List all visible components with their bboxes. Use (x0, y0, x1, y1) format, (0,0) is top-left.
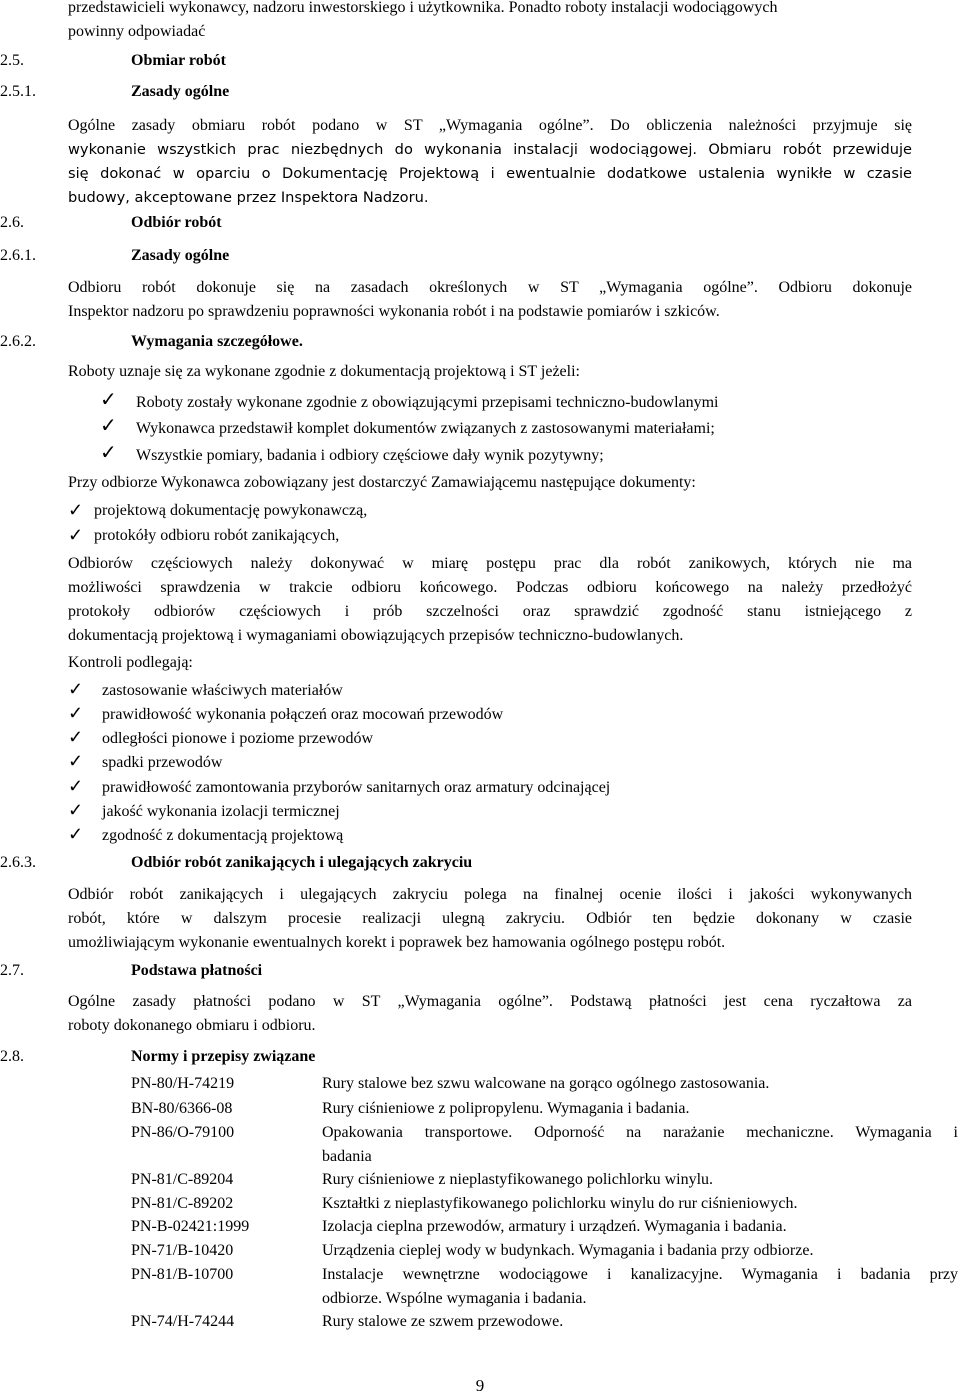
norm-description: Instalacje wewnętrzne wodociągowe i kanalizacyjne. Wymagania i badania przy odbiorze. Wspólne wymagania i badania. (322, 1266, 958, 1307)
paragraph-measurement (68, 114, 912, 210)
text-line: Ogólne zasady płatności podano w ST „Wymagania ogólne”. Podstawą płatności jest cena ryczałtowa za (68, 993, 912, 1010)
norm-code: PN-74/H-74244 (131, 1313, 235, 1330)
text-line: dokumentacją projektową i wymaganiami obowiązujących przepisów techniczno-budowlanych. (68, 627, 684, 644)
controls-intro: Kontroli podlegają: (68, 654, 193, 671)
list-item: jakość wykonania izolacji termicznej (102, 803, 340, 820)
subsection-number: 2.5.1. (0, 83, 36, 100)
carryover-paragraph (68, 0, 777, 44)
section-number: 2.5. (0, 52, 24, 69)
norm-description: Rury ciśnieniowe z nieplastyfikowanego polichlorku winylu. (322, 1171, 714, 1188)
text-line: Odbiór robót zanikających i ulegających zakryciu polega na finalnej ocenie ilości i jakości wykonywanych (68, 886, 912, 903)
section-number: 2.8. (0, 1048, 24, 1065)
list-item: protokóły odbioru robót zanikających, (94, 527, 340, 544)
section-title: Odbiór robót (131, 214, 222, 231)
list-item: odległości pionowe i poziome przewodów (102, 730, 374, 747)
paragraph-hidden-works (68, 883, 912, 955)
checkmark-icon: ✓ (68, 776, 84, 796)
text-line: Odbioru robót dokonuje się na zasadach określonych w ST „Wymagania ogólne”. Odbioru dokonuje (68, 279, 912, 296)
requirements-intro: Roboty uznaje się za wykonane zgodnie z dokumentacją projektową i ST jeżeli: (68, 363, 580, 380)
norm-description: Rury ciśnieniowe z polipropylenu. Wymagania i badania. (322, 1100, 690, 1117)
checkmark-icon: ✓ (68, 679, 84, 699)
norm-code: BN-80/6366-08 (131, 1100, 233, 1117)
norm-code: PN-86/O-79100 (131, 1124, 235, 1141)
list-item: prawidłowość zamontowania przyborów sanitarnych oraz armatury odcinającej (102, 779, 611, 796)
norm-code: PN-80/H-74219 (131, 1075, 235, 1092)
section-number: 2.7. (0, 962, 24, 979)
norm-code: PN-81/B-10700 (131, 1266, 234, 1283)
subsection-number: 2.6.3. (0, 854, 36, 871)
checkmark-icon: ✓ (68, 751, 84, 771)
list-item: zastosowanie właściwych materiałów (102, 682, 343, 699)
norm-description: Kształtki z nieplastyfikowanego polichlorku winylu do rur ciśnieniowych. (322, 1195, 798, 1212)
section-number: 2.6. (0, 214, 24, 231)
subsection-title: Odbiór robót zanikających i ulegających zakryciu (131, 854, 473, 871)
checkmark-icon: ✓ (100, 389, 117, 411)
paragraph-partial-acceptance (68, 552, 912, 648)
norm-code: PN-81/C-89202 (131, 1195, 234, 1212)
text-line: wykonanie wszystkich prac niezbędnych do wykonania instalacji wodociągowej. Obmiaru robót przewiduje (68, 141, 912, 158)
paragraph-acceptance (68, 276, 912, 324)
text-line: powinny odpowiadać (68, 23, 206, 40)
text-line: Odbiorów częściowych należy dokonywać w miarę postępu prac dla robót zanikowych, których nie ma (68, 555, 912, 572)
documents-intro: Przy odbiorze Wykonawca zobowiązany jest dostarczyć Zamawiającemu następujące dokumenty: (68, 474, 696, 491)
list-item: prawidłowość wykonania połączeń oraz mocowań przewodów (102, 706, 504, 723)
checkmark-icon: ✓ (68, 727, 84, 747)
text-line: umożliwiającym wykonanie ewentualnych korekt i poprawek bez hamowania ogólnego postępu robót. (68, 934, 726, 951)
norm-code: PN-81/C-89204 (131, 1171, 234, 1188)
paragraph-payment (68, 990, 912, 1038)
page-number: 9 (475, 1376, 485, 1395)
checkmark-icon: ✓ (68, 525, 84, 545)
text-line: robót, które w dalszym procesie realizacji ulegną zakryciu. Odbiór ten będzie dokonany w czasie (68, 910, 912, 927)
subsection-number: 2.6.1. (0, 247, 36, 264)
text-line: budowy, akceptowane przez Inspektora Nadzoru. (68, 189, 429, 206)
list-item: spadki przewodów (102, 754, 223, 771)
text-line: Ogólne zasady obmiaru robót podano w ST „Wymagania ogólne”. Do obliczenia należności przyjmuje się (68, 117, 912, 134)
text-line: przedstawicieli wykonawcy, nadzoru inwestorskiego i użytkownika. Ponadto roboty instalacji wodociągowych (68, 0, 778, 16)
subsection-number: 2.6.2. (0, 333, 36, 350)
list-item: zgodność z dokumentacją projektową (102, 827, 344, 844)
checkmark-icon: ✓ (68, 500, 84, 520)
list-item: Wykonawca przedstawił komplet dokumentów związanych z zastosowanymi materiałami; (136, 420, 715, 437)
section-title: Normy i przepisy związane (131, 1048, 316, 1065)
norm-description: Izolacja cieplna przewodów, armatury i urządzeń. Wymagania i badania. (322, 1218, 787, 1235)
text-line: roboty dokonanego obmiaru i odbioru. (68, 1017, 316, 1034)
checkmark-icon: ✓ (100, 415, 117, 437)
norm-description: Opakowania transportowe. Odporność na narażanie mechaniczne. Wymagania i badania (322, 1124, 958, 1165)
norm-description: Rury stalowe ze szwem przewodowe. (322, 1313, 564, 1330)
checkmark-icon: ✓ (68, 824, 84, 844)
section-title: Obmiar robót (131, 52, 226, 69)
list-item: Wszystkie pomiary, badania i odbiory częściowe dały wynik pozytywny; (136, 447, 604, 464)
text-line: możliwości sprawdzenia w trakcie odbioru końcowego. Podczas odbioru końcowego na należy przedłożyć (68, 579, 912, 596)
norm-code: PN-71/B-10420 (131, 1242, 234, 1259)
subsection-title: Zasady ogólne (131, 247, 230, 264)
norm-description: Rury stalowe bez szwu walcowane na gorąco ogólnego zastosowania. (322, 1075, 770, 1092)
checkmark-icon: ✓ (68, 800, 84, 820)
norm-description: Urządzenia cieplej wody w budynkach. Wymagania i badania przy odbiorze. (322, 1242, 814, 1259)
subsection-title: Wymagania szczegółowe. (131, 333, 303, 350)
subsection-title: Zasady ogólne (131, 83, 230, 100)
checkmark-icon: ✓ (68, 703, 84, 723)
text-line: protokoły odbiorów częściowych i prób szczelności oraz sprawdzić zgodność stanu istniejącego z (68, 603, 912, 620)
text-line: się dokonać w oparciu o Dokumentację Projektową i ewentualnie dodatkowe ustalenia wynikłe w czasie (68, 165, 912, 182)
norm-code: PN-B-02421:1999 (131, 1218, 250, 1235)
list-item: projektową dokumentację powykonawczą, (94, 502, 368, 519)
text-line: Inspektor nadzoru po sprawdzeniu poprawności wykonania robót i na podstawie pomiarów i szkiców. (68, 303, 720, 320)
checkmark-icon: ✓ (100, 442, 117, 464)
section-title: Podstawa płatności (131, 962, 263, 979)
list-item: Roboty zostały wykonane zgodnie z obowiązującymi przepisami techniczno-budowlanymi (136, 394, 719, 411)
